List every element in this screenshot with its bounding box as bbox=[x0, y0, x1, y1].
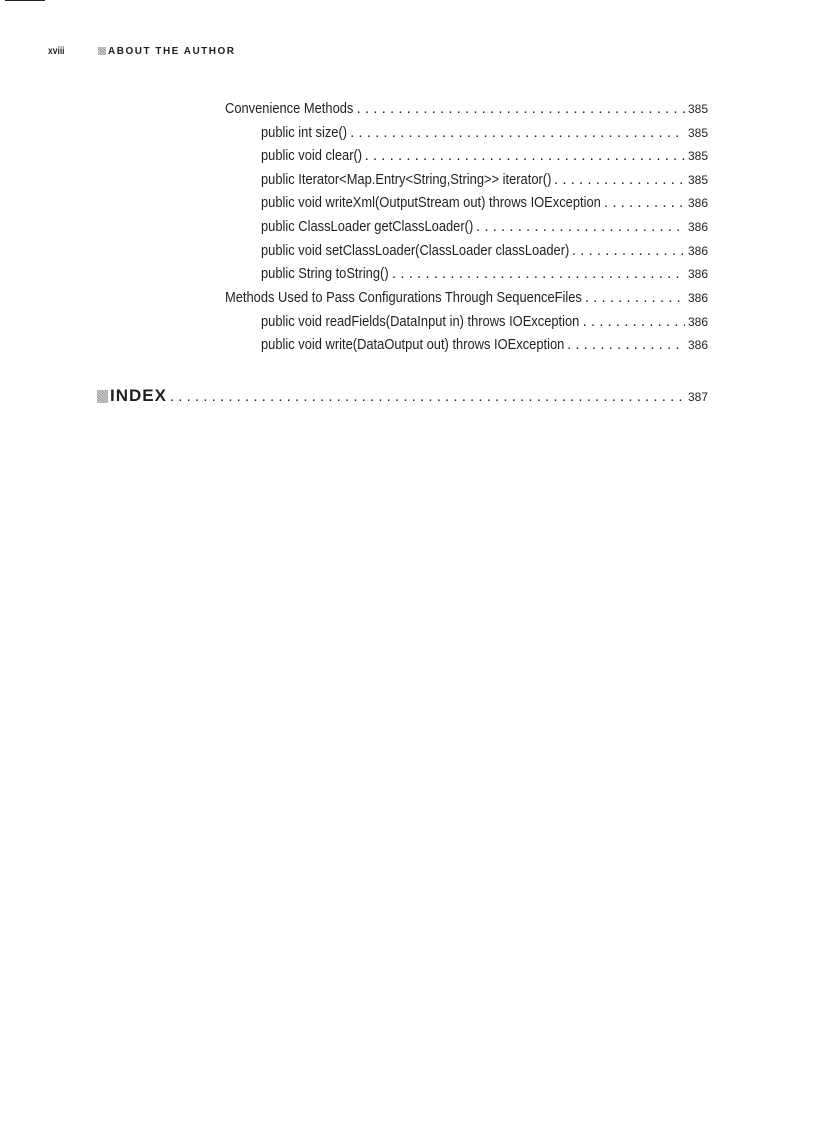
dot-leader bbox=[567, 335, 685, 355]
running-head-title: ABOUT THE AUTHOR bbox=[108, 45, 236, 57]
toc-entry-page: 386 bbox=[687, 244, 708, 258]
toc-entry-label: Convenience Methods bbox=[225, 100, 354, 117]
running-head bbox=[48, 45, 236, 57]
dot-leader bbox=[585, 288, 685, 308]
toc-entry-page: 385 bbox=[687, 149, 708, 163]
dot-leader bbox=[583, 312, 685, 332]
toc-entry-label: public Iterator<Map.Entry<String,String>> iterator() bbox=[261, 171, 552, 188]
toc-entry-index bbox=[97, 386, 708, 406]
dot-leader bbox=[392, 264, 685, 284]
toc-entry bbox=[261, 312, 708, 332]
dot-leader bbox=[357, 99, 685, 119]
toc-entry-label: public void setClassLoader(ClassLoader classLoader) bbox=[261, 242, 570, 259]
top-rule bbox=[5, 0, 45, 1]
toc-entry bbox=[261, 193, 708, 213]
dot-leader bbox=[554, 170, 685, 190]
toc-entry-label: public String toString() bbox=[261, 265, 389, 282]
toc-entry-label: public int size() bbox=[261, 124, 348, 141]
dot-leader bbox=[350, 123, 685, 143]
toc-entry-page: 386 bbox=[687, 267, 708, 281]
toc-entry-label: public ClassLoader getClassLoader() bbox=[261, 218, 474, 235]
toc-entry bbox=[261, 170, 708, 190]
dot-leader bbox=[365, 146, 685, 166]
toc-entry-label: public void readFields(DataInput in) throws IOException bbox=[261, 313, 580, 330]
dot-leader bbox=[170, 388, 685, 405]
page-number: xviii bbox=[48, 45, 65, 57]
toc-entry-page: 386 bbox=[687, 291, 708, 305]
toc-entry-label: public void clear() bbox=[261, 147, 363, 164]
toc-entry bbox=[261, 264, 708, 284]
toc-entry bbox=[225, 288, 708, 308]
toc-entry-page: 386 bbox=[687, 338, 708, 352]
toc-entry-page: 386 bbox=[687, 315, 708, 329]
toc-entry-page: 386 bbox=[687, 220, 708, 234]
toc-entry bbox=[261, 217, 708, 237]
toc-entry-page: 385 bbox=[687, 126, 708, 140]
toc-entry bbox=[261, 335, 708, 355]
toc-entry bbox=[261, 146, 708, 166]
toc-entry-page: 385 bbox=[687, 102, 708, 116]
section-marker-icon bbox=[97, 390, 108, 403]
toc-entry bbox=[261, 123, 708, 143]
toc-entry-label: public void writeXml(OutputStream out) throws IOException bbox=[261, 194, 601, 211]
toc-entry-page: 386 bbox=[687, 196, 708, 210]
toc-entry bbox=[261, 241, 708, 261]
dot-leader bbox=[476, 217, 685, 237]
toc-entry-label: public void write(DataOutput out) throws IOException bbox=[261, 336, 565, 353]
toc-entry-label: INDEX bbox=[110, 386, 167, 405]
toc-entry-page: 385 bbox=[687, 173, 708, 187]
section-marker-icon bbox=[98, 47, 106, 55]
toc-entry-page: 387 bbox=[687, 390, 708, 404]
dot-leader bbox=[604, 193, 685, 213]
toc-entry bbox=[225, 99, 708, 119]
dot-leader bbox=[572, 241, 685, 261]
toc-entry-label: Methods Used to Pass Configurations Through SequenceFiles bbox=[225, 289, 582, 306]
